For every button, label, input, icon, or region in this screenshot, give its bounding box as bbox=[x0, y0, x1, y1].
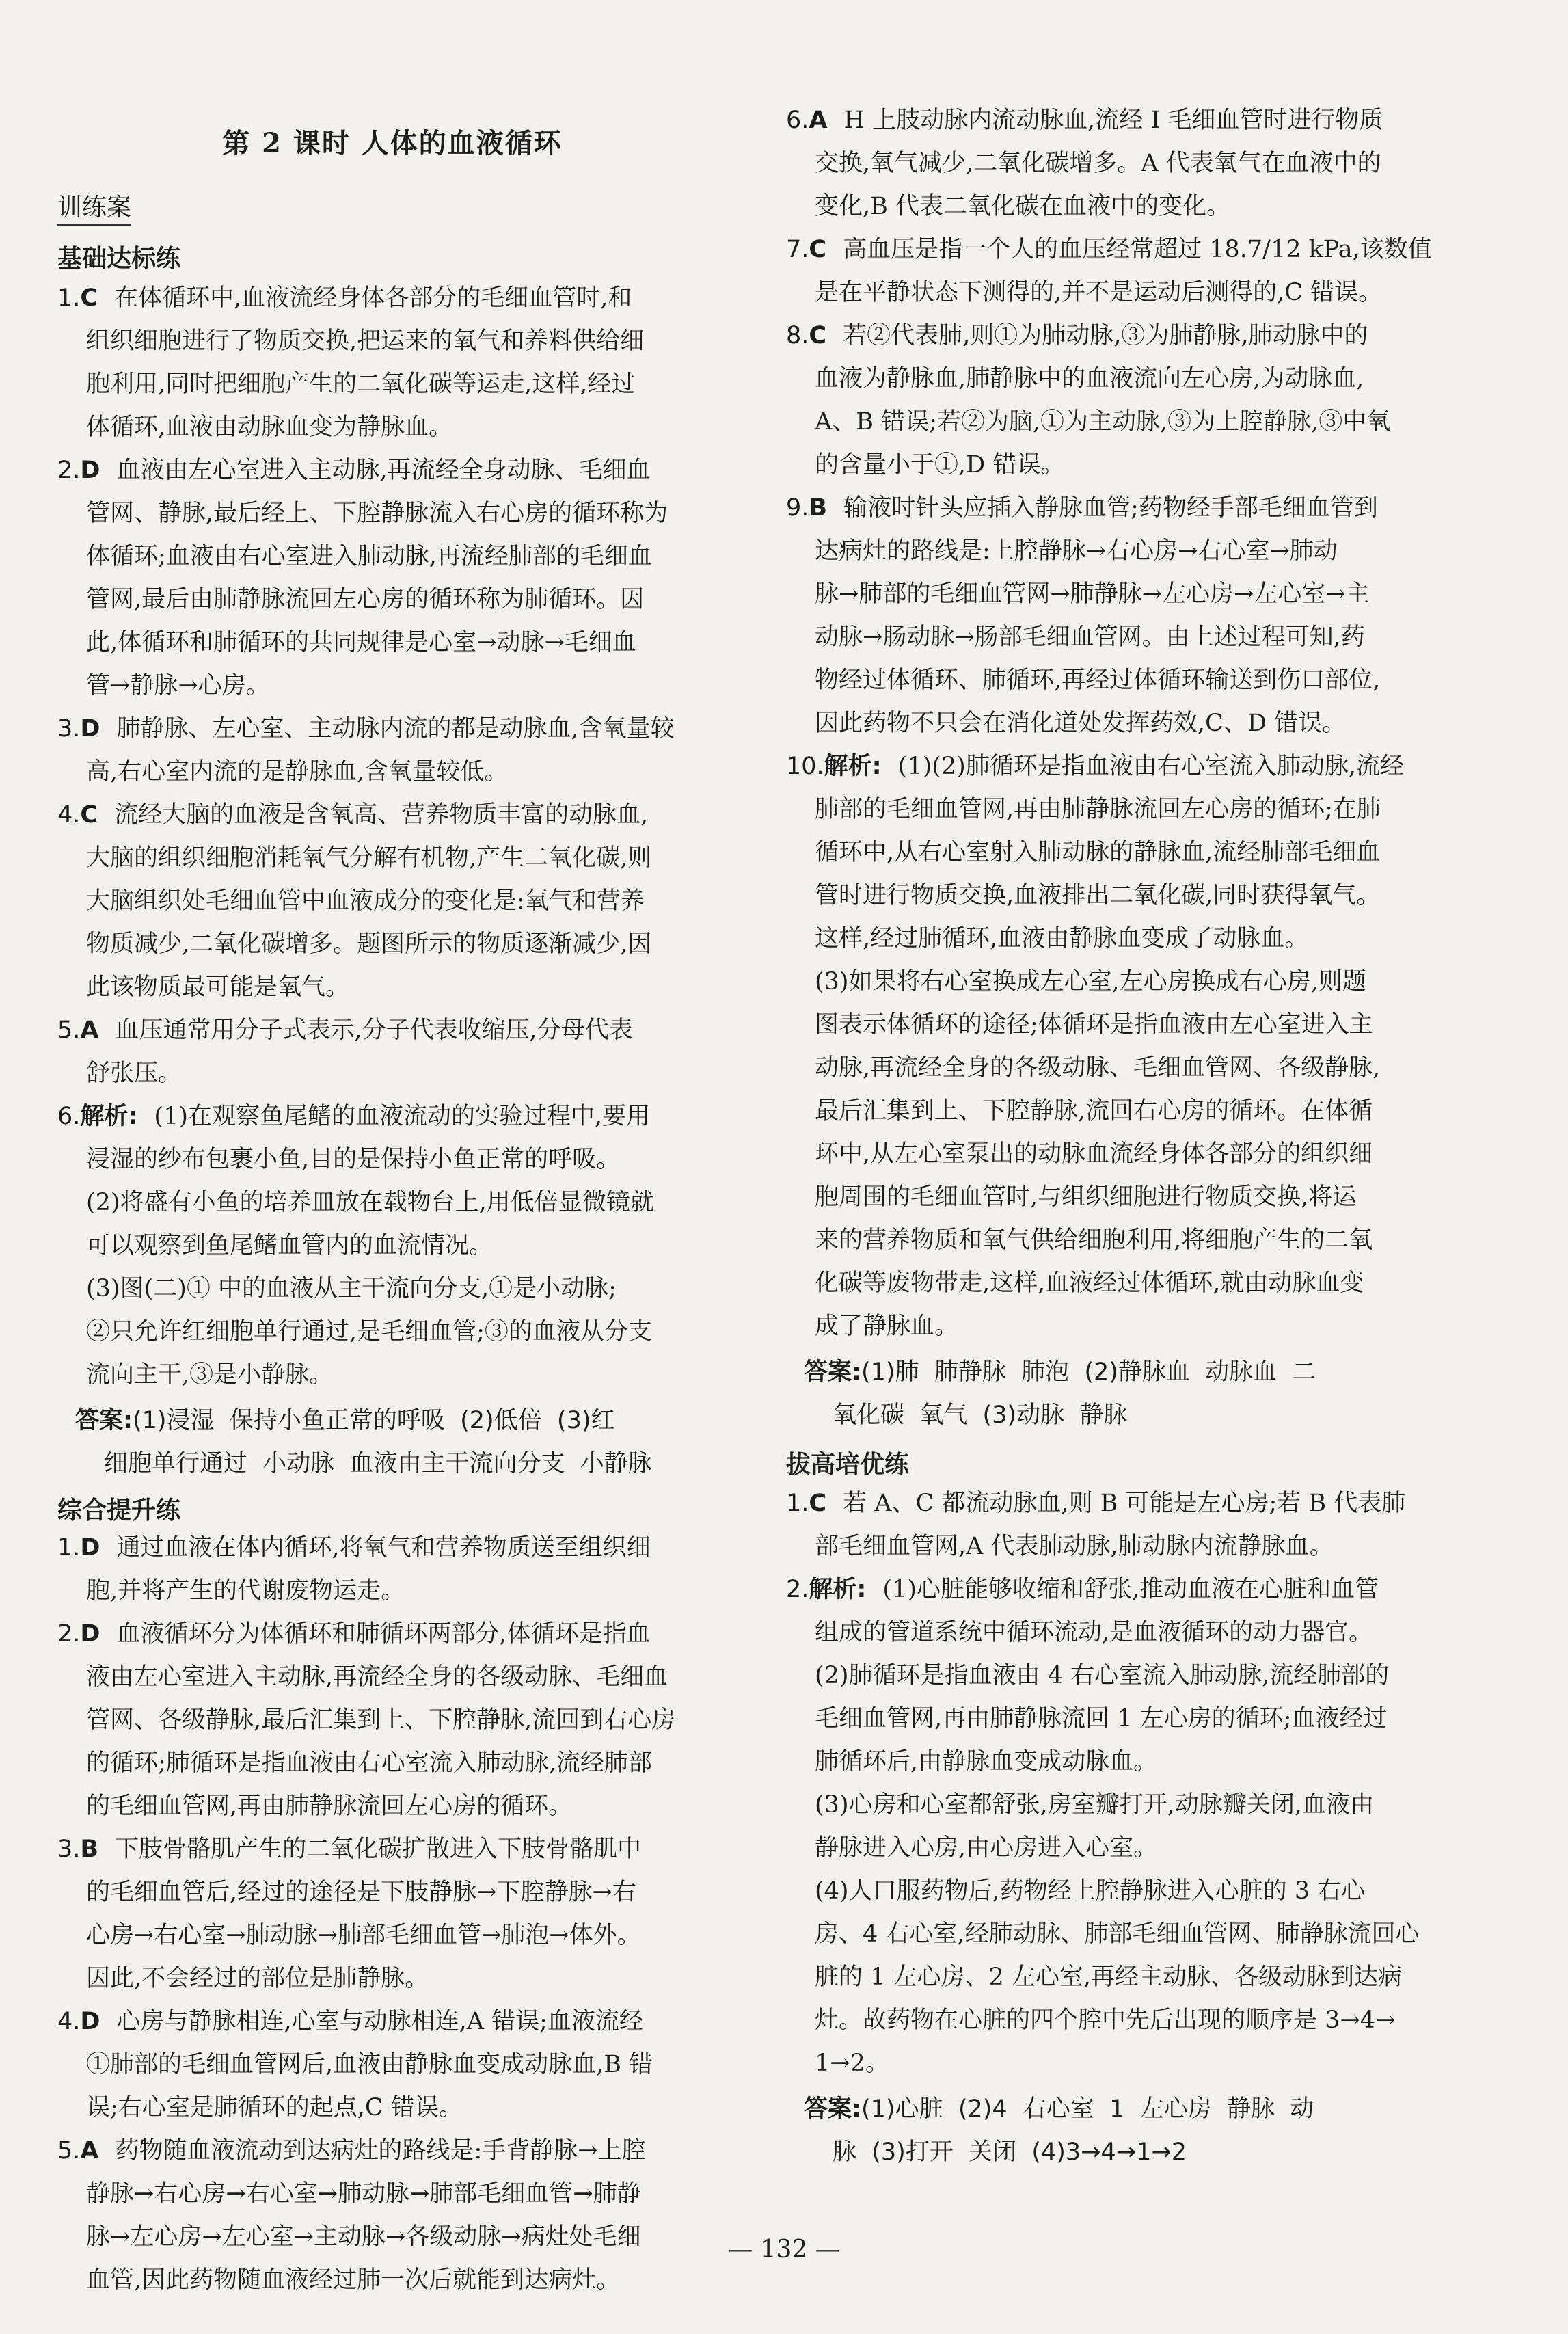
text-line: 管网,最后由肺静脉流回左心房的循环称为肺循环。因 bbox=[86, 586, 645, 613]
text-line: 1.C 若 A、C 都流动脉血,则 B 可能是左心房;若 B 代表肺 bbox=[786, 1490, 1406, 1517]
text-line: 成了静脉血。 bbox=[815, 1313, 959, 1340]
text-line: 流向主干,③是小静脉。 bbox=[86, 1361, 334, 1389]
text-line: 此该物质最可能是氧气。 bbox=[86, 974, 350, 1001]
text-line: 房、4 右心室,经肺动脉、肺部毛细血管网、肺静脉流回心 bbox=[815, 1920, 1420, 1948]
text-line: 心房→右心室→肺动脉→肺部毛细血管→肺泡→体外。 bbox=[86, 1922, 641, 1949]
answer-label: 答案: bbox=[804, 2095, 861, 2123]
question-number: 2. bbox=[57, 1620, 81, 1648]
text-line: 脏的 1 左心房、2 左心室,再经主动脉、各级动脉到达病 bbox=[815, 1963, 1403, 1991]
text-line: (4)人口服药物后,药物经上腔静脉进入心脏的 3 右心 bbox=[815, 1877, 1366, 1905]
advanced-answer bbox=[804, 1351, 1316, 1437]
section-basic: 基础达标练 bbox=[57, 245, 181, 273]
question-number: 4. bbox=[57, 2008, 81, 2035]
page-number: — 132 — bbox=[728, 2236, 840, 2264]
text-line: 图表示体循环的途径;体循环是指血液由左心室进入主 bbox=[815, 1011, 1373, 1038]
text-line: 肺部的毛细血管网,再由肺静脉流回左心房的循环;在肺 bbox=[815, 796, 1381, 823]
text-line: 肺循环后,由静脉血变成动脉血。 bbox=[815, 1748, 1158, 1775]
text-line: 组织细胞进行了物质交换,把运来的氧气和养料供给细 bbox=[86, 327, 645, 355]
section-elite: 拔高培优练 bbox=[786, 1451, 910, 1479]
text-line: 循环中,从右心室射入肺动脉的静脉血,流经肺部毛细血 bbox=[815, 839, 1381, 866]
text-line: 5.A 血压通常用分子式表示,分子代表收缩压,分母代表 bbox=[57, 1017, 633, 1044]
answer-key: A bbox=[80, 2137, 99, 2164]
question-number: 4. bbox=[57, 801, 81, 829]
text-line: 因此,不会经过的部位是肺静脉。 bbox=[86, 1965, 429, 1992]
answer-text: 答案:(1)肺 肺静脉 肺泡 (2)静脉血 动脉血 二 bbox=[804, 1358, 1316, 1386]
text-line: 误;右心室是肺循环的起点,C 错误。 bbox=[86, 2094, 463, 2121]
answer-key: 解析: bbox=[809, 1576, 867, 1603]
answer-text: 脉 (3)打开 关闭 (4)3→4→1→2 bbox=[833, 2138, 1187, 2166]
text-line: 静脉进入心房,由心房进入心室。 bbox=[815, 1834, 1158, 1862]
text-line: 动脉→肠动脉→肠部毛细血管网。由上述过程可知,药 bbox=[815, 623, 1365, 651]
text-line: 来的营养物质和氧气供给细胞利用,将细胞产生的二氧 bbox=[815, 1226, 1373, 1254]
text-line: 物质减少,二氧化碳增多。题图所示的物质逐渐减少,因 bbox=[86, 930, 652, 958]
basic-question-5 bbox=[57, 1009, 633, 1095]
text-line: 8.C 若②代表肺,则①为肺动脉,③为肺静脉,肺动脉中的 bbox=[786, 322, 1368, 349]
question-number: 6. bbox=[786, 107, 809, 134]
question-number: 3. bbox=[57, 715, 81, 742]
text-line: (3)如果将右心室换成左心室,左心房换成右心房,则题 bbox=[815, 968, 1366, 995]
text-line: 高,右心室内流的是静脉血,含氧量较低。 bbox=[86, 758, 509, 786]
question-number: 1. bbox=[57, 284, 81, 312]
question-number: 9. bbox=[786, 494, 809, 522]
text-line: 1→2。 bbox=[815, 2050, 889, 2077]
answer-key: D bbox=[80, 2008, 100, 2035]
text-line: 组成的管道系统中循环流动,是血液循环的动力器官。 bbox=[815, 1619, 1373, 1646]
text-line: 灶。故药物在心脏的四个腔中先后出现的顺序是 3→4→ bbox=[815, 2007, 1396, 2034]
text-line: 因此药物不只会在消化道处发挥药效,C、D 错误。 bbox=[815, 710, 1347, 737]
advanced-question-4 bbox=[57, 2000, 653, 2130]
basic-question-4 bbox=[57, 794, 651, 1009]
text-line: 1.D 通过血液在体内循环,将氧气和营养物质送至组织细 bbox=[57, 1534, 651, 1561]
text-line: 是在平静状态下测得的,并不是运动后测得的,C 错误。 bbox=[815, 279, 1383, 306]
text-line: 交换,氧气减少,二氧化碳增多。A 代表氧气在血液中的 bbox=[815, 150, 1381, 177]
tab-label: 训练案 bbox=[57, 188, 131, 226]
section-advanced: 综合提升练 bbox=[57, 1497, 181, 1525]
answer-key: D bbox=[80, 1534, 100, 1561]
text-line: 最后汇集到上、下腔静脉,流回右心房的循环。在体循 bbox=[815, 1097, 1373, 1125]
text-line: 可以观察到鱼尾鳍血管内的血流情况。 bbox=[86, 1232, 494, 1259]
answer-key: D bbox=[80, 715, 100, 742]
text-line: 1.C 在体循环中,血液流经身体各部分的毛细血管时,和 bbox=[57, 284, 632, 312]
answer-key: C bbox=[80, 801, 98, 829]
text-line: 9.B 输液时针头应插入静脉血管;药物经手部毛细血管到 bbox=[786, 494, 1378, 522]
text-line: 物经过体循环、肺循环,再经过体循环输送到伤口部位, bbox=[815, 667, 1381, 694]
advanced-right-question-4 bbox=[786, 487, 1380, 745]
answer-key: B bbox=[80, 1836, 99, 1863]
text-line: 管网、各级静脉,最后汇集到上、下腔静脉,流回到右心房 bbox=[86, 1706, 676, 1734]
elite-answer bbox=[804, 2088, 1314, 2174]
question-number: 7. bbox=[786, 236, 809, 263]
question-number: 10. bbox=[786, 753, 824, 780]
text-line: 化碳等废物带走,这样,血液经过体循环,就由动脉血变 bbox=[815, 1270, 1364, 1297]
answer-label: 答案: bbox=[75, 1407, 133, 1434]
basic-question-2 bbox=[57, 449, 668, 708]
answer-key: A bbox=[80, 1017, 99, 1044]
text-line: 的毛细血管后,经过的途径是下肢静脉→下腔静脉→右 bbox=[86, 1879, 636, 1906]
text-line: A、B 错误;若②为脑,①为主动脉,③为上腔静脉,③中氧 bbox=[815, 408, 1391, 435]
question-number: 3. bbox=[57, 1836, 81, 1863]
basic-question-1 bbox=[57, 277, 644, 449]
answer-label: 答案: bbox=[804, 1358, 861, 1386]
text-line: 5.A 药物随血液流动到达病灶的路线是:手背静脉→上腔 bbox=[57, 2137, 646, 2164]
text-line: 脉→肺部的毛细血管网→肺静脉→左心房→左心室→主 bbox=[815, 580, 1370, 608]
text-line: (3)图(二)① 中的血液从主干流向分支,①是小动脉; bbox=[86, 1275, 617, 1302]
basic-question-6 bbox=[57, 1095, 654, 1397]
text-line: 管→静脉→心房。 bbox=[86, 672, 270, 699]
advanced-question-1 bbox=[57, 1527, 651, 1613]
text-line: 环中,从左心室泵出的动脉血流经身体各部分的组织细 bbox=[815, 1140, 1373, 1168]
text-line: 达病灶的路线是:上腔静脉→右心房→右心室→肺动 bbox=[815, 537, 1338, 565]
text-line: 变化,B 代表二氧化碳在血液中的变化。 bbox=[815, 193, 1230, 220]
elite-question-1 bbox=[786, 1482, 1405, 1568]
answer-key: C bbox=[809, 1490, 827, 1517]
question-number: 2. bbox=[786, 1576, 809, 1603]
advanced-right-question-2 bbox=[786, 228, 1432, 314]
text-line: ①肺部的毛细血管网后,血液由静脉血变成动脉血,B 错 bbox=[86, 2051, 653, 2078]
text-line: 舒张压。 bbox=[86, 1060, 183, 1087]
text-line: 血管,因此药物随血液经过肺一次后就能到达病灶。 bbox=[86, 2266, 621, 2294]
text-line: 6.A H 上肢动脉内流动脉血,流经 I 毛细血管时进行物质 bbox=[786, 107, 1383, 134]
advanced-right-question-1 bbox=[786, 99, 1383, 228]
text-line: ②只允许红细胞单行通过,是毛细血管;③的血液从分支 bbox=[86, 1318, 652, 1345]
text-line: 此,体循环和肺循环的共同规律是心室→动脉→毛细血 bbox=[86, 629, 636, 656]
text-line: 2.D 血液循环分为体循环和肺循环两部分,体循环是指血 bbox=[57, 1620, 651, 1648]
page-title: 第 2 课时 人体的血液循环 bbox=[222, 127, 563, 159]
text-line: 管网、静脉,最后经上、下腔静脉流入右心房的循环称为 bbox=[86, 500, 668, 527]
text-line: 血液为静脉血,肺静脉中的血液流向左心房,为动脉血, bbox=[815, 365, 1364, 392]
answer-text: 氧化碳 氧气 (3)动脉 静脉 bbox=[833, 1401, 1128, 1429]
question-number: 6. bbox=[57, 1103, 81, 1130]
question-number: 8. bbox=[786, 322, 809, 349]
text-line: 胞周围的毛细血管时,与组织细胞进行物质交换,将运 bbox=[815, 1183, 1357, 1211]
text-line: 这样,经过肺循环,血液由静脉血变成了动脉血。 bbox=[815, 925, 1309, 952]
text-line: 大脑组织处毛细血管中血液成分的变化是:氧气和营养 bbox=[86, 887, 645, 915]
text-line: 胞利用,同时把细胞产生的二氧化碳等运走,这样,经过 bbox=[86, 371, 636, 398]
answer-key: B bbox=[809, 494, 828, 522]
text-line: 4.D 心房与静脉相连,心室与动脉相连,A 错误;血液流经 bbox=[57, 2008, 643, 2035]
advanced-right-question-3 bbox=[786, 314, 1390, 487]
text-line: 静脉→右心房→右心室→肺动脉→肺部毛细血管→肺静 bbox=[86, 2180, 641, 2208]
text-line: 胞,并将产生的代谢废物运走。 bbox=[86, 1577, 405, 1605]
answer-key: C bbox=[809, 322, 827, 349]
text-line: 体循环;血液由右心室进入肺动脉,再流经肺部的毛细血 bbox=[86, 543, 652, 570]
text-line: 的毛细血管网,再由肺静脉流回左心房的循环。 bbox=[86, 1793, 573, 1820]
text-line: 7.C 高血压是指一个人的血压经常超过 18.7/12 kPa,该数值 bbox=[786, 236, 1432, 263]
advanced-question-5 bbox=[57, 2130, 646, 2302]
answer-key: 解析: bbox=[80, 1103, 138, 1130]
basic-question-3 bbox=[57, 708, 675, 794]
text-line: 3.D 肺静脉、左心室、主动脉内流的都是动脉血,含氧量较 bbox=[57, 715, 675, 742]
elite-question-2 bbox=[786, 1568, 1420, 2085]
answer-key: C bbox=[80, 284, 98, 312]
question-number: 2. bbox=[57, 457, 81, 484]
text-line: 2.解析: (1)心脏能够收缩和舒张,推动血液在心脏和血管 bbox=[786, 1576, 1379, 1603]
advanced-question-2 bbox=[57, 1613, 675, 1828]
question-number: 5. bbox=[57, 2137, 81, 2164]
text-line: 的循环;肺循环是指血液由右心室流入肺动脉,流经肺部 bbox=[86, 1749, 652, 1777]
text-line: 的含量小于①,D 错误。 bbox=[815, 451, 1065, 479]
answer-key: C bbox=[809, 236, 827, 263]
answer-key: 解析: bbox=[824, 753, 882, 780]
text-line: 10.解析: (1)(2)肺循环是指血液由右心室流入肺动脉,流经 bbox=[786, 753, 1404, 780]
text-line: 3.B 下肢骨骼肌产生的二氧化碳扩散进入下肢骨骼肌中 bbox=[57, 1836, 642, 1863]
text-line: (2)肺循环是指血液由 4 右心室流入肺动脉,流经肺部的 bbox=[815, 1662, 1390, 1689]
text-line: 浸湿的纱布包裹小鱼,目的是保持小鱼正常的呼吸。 bbox=[86, 1146, 621, 1173]
answer-key: A bbox=[809, 107, 828, 134]
advanced-question-3 bbox=[57, 1828, 641, 2000]
text-line: 管时进行物质交换,血液排出二氧化碳,同时获得氧气。 bbox=[815, 882, 1381, 909]
answer-text: 答案:(1)浸湿 保持小鱼正常的呼吸 (2)低倍 (3)红 bbox=[75, 1407, 615, 1434]
text-line: 体循环,血液由动脉血变为静脉血。 bbox=[86, 414, 453, 441]
text-line: 2.D 血液由左心室进入主动脉,再流经全身动脉、毛细血 bbox=[57, 457, 651, 484]
text-line: 液由左心室进入主动脉,再流经全身的各级动脉、毛细血 bbox=[86, 1663, 668, 1691]
text-line: 部毛细血管网,A 代表肺动脉,肺动脉内流静脉血。 bbox=[815, 1533, 1334, 1560]
basic-answer bbox=[75, 1399, 652, 1486]
text-line: 动脉,再流经全身的各级动脉、毛细血管网、各级静脉, bbox=[815, 1054, 1381, 1082]
question-number: 1. bbox=[786, 1490, 809, 1517]
question-number: 5. bbox=[57, 1017, 81, 1044]
text-line: (3)心房和心室都舒张,房室瓣打开,动脉瓣关闭,血液由 bbox=[815, 1791, 1374, 1819]
text-line: (2)将盛有小鱼的培养皿放在载物台上,用低倍显微镜就 bbox=[86, 1189, 654, 1216]
answer-text: 细胞单行通过 小动脉 血液由主干流向分支 小静脉 bbox=[104, 1450, 652, 1477]
text-line: 毛细血管网,再由肺静脉流回 1 左心房的循环;血液经过 bbox=[815, 1705, 1388, 1732]
text-line: 大脑的组织细胞消耗氧气分解有机物,产生二氧化碳,则 bbox=[86, 844, 652, 872]
answer-key: D bbox=[80, 1620, 100, 1648]
text-line: 4.C 流经大脑的血液是含氧高、营养物质丰富的动脉血, bbox=[57, 801, 649, 829]
answer-text: 答案:(1)心脏 (2)4 右心室 1 左心房 静脉 动 bbox=[804, 2095, 1314, 2123]
answer-key: D bbox=[80, 457, 100, 484]
advanced-right-question-5 bbox=[786, 745, 1404, 1348]
question-number: 1. bbox=[57, 1534, 81, 1561]
text-line: 脉→左心房→左心室→主动脉→各级动脉→病灶处毛细 bbox=[86, 2223, 641, 2251]
text-line: 6.解析: (1)在观察鱼尾鳍的血液流动的实验过程中,要用 bbox=[57, 1103, 651, 1130]
